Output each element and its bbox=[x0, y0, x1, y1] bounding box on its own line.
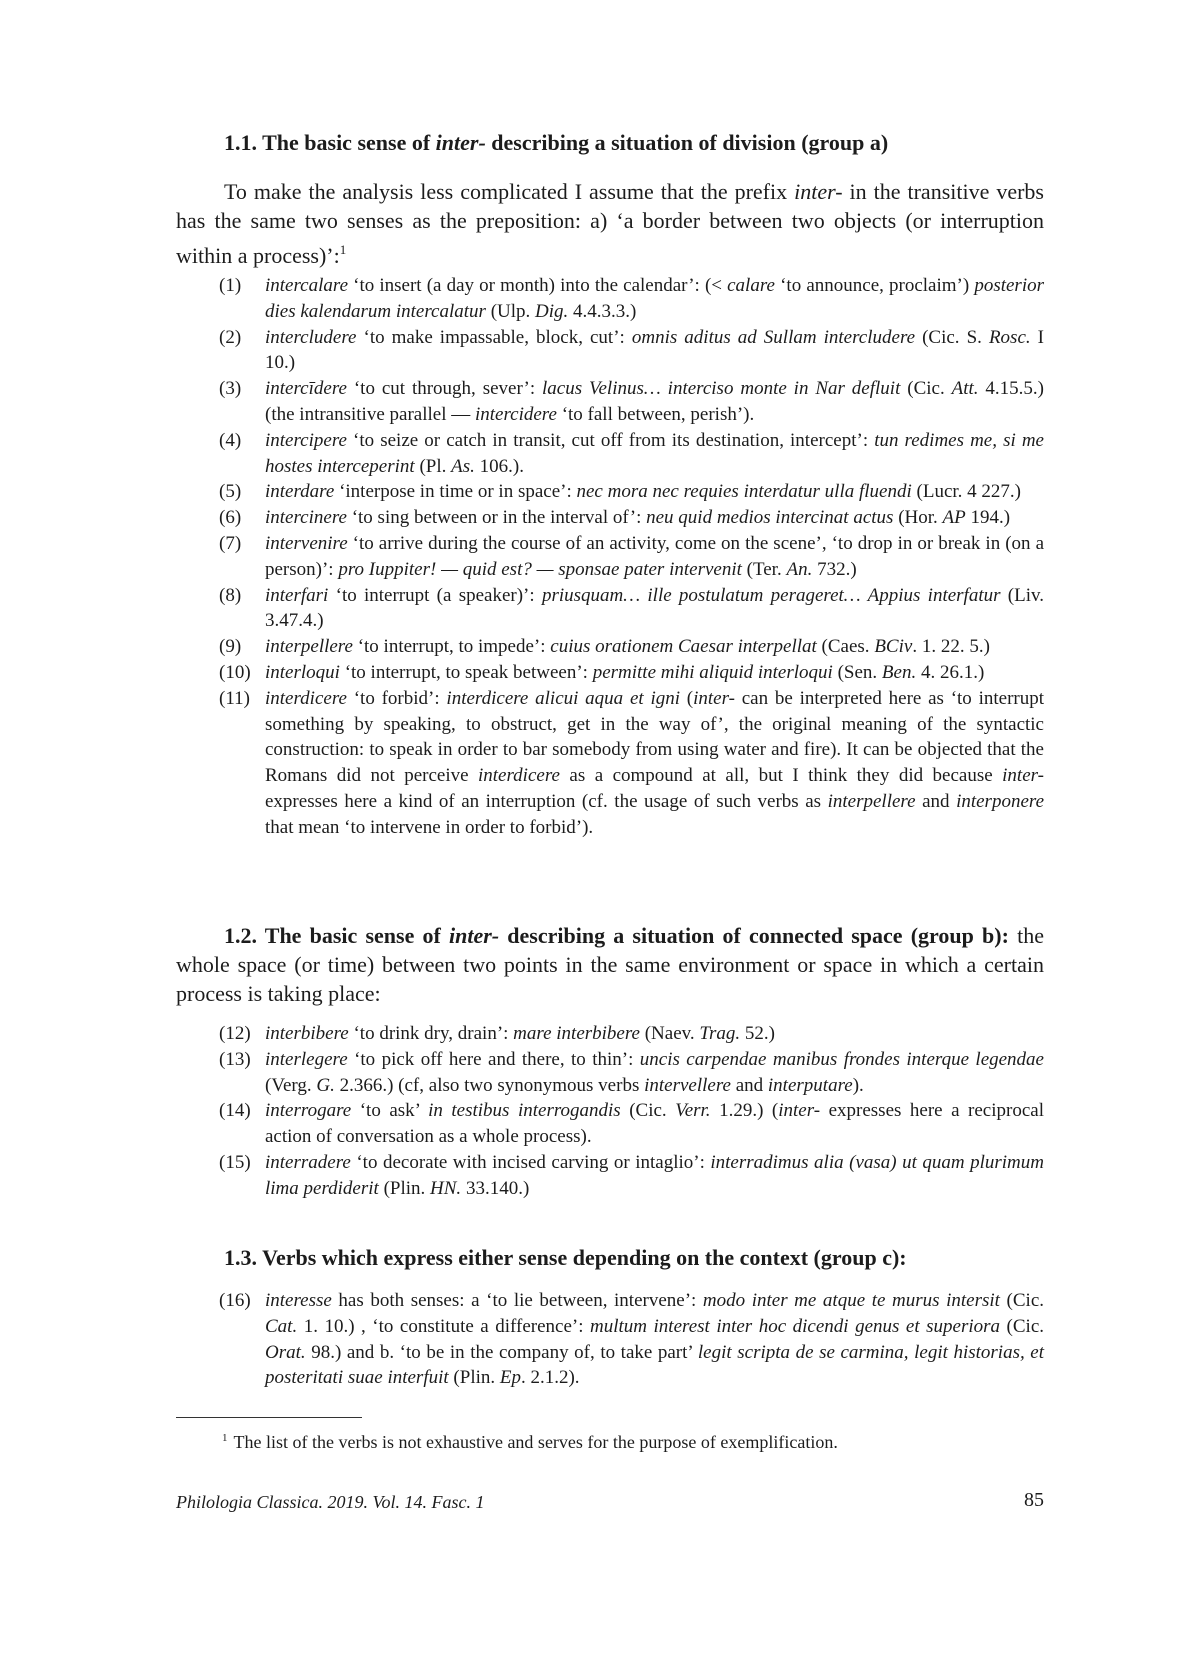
examples-list-group-b bbox=[219, 1021, 1044, 1202]
example-text: interdicere ‘to forbid’: interdicere alicui aqua et igni (inter- can be interpreted here as ‘to interrupt something by speaking, to obstruct, get in the way of’, the original meaning of the syntactic construction: to speak in order to bar somebody from using water and fire). It can be objected that the Romans did not perceive interdicere as a compound at all, but I think they did because inter- expresses here a kind of an interruption (cf. the usage of such verbs as interpellere and interponere that mean ‘to intervene in order to forbid’). bbox=[265, 687, 1045, 838]
example-text: interradere ‘to decorate with incised carving or intaglio’: interradimus alia (vasa) ut quam plurimum lima perdiderit (Plin. HN. 33.140.) bbox=[265, 1151, 1044, 1199]
example-text: intercalare ‘to insert (a day or month) into the calendar’: (< calare ‘to announce, proclaim’) posterior dies kalendarum intercalatur (Ulp. Dig. 4.4.3.3.) bbox=[265, 275, 1045, 322]
section-heading-1-1 bbox=[224, 128, 888, 157]
footnote-text: The list of the verbs is not exhaustive and serves for the purpose of exemplification. bbox=[233, 1432, 838, 1452]
example-item bbox=[219, 1288, 1044, 1391]
example-text: interfari ‘to interrupt (a speaker)’: priusquam… ille postulatum perageret… Appius interfatur (Liv. 3.47.4.) bbox=[265, 584, 1045, 632]
example-number: (7) bbox=[219, 532, 242, 554]
example-text: intervenire ‘to arrive during the course of an activity, come on the scene’, ‘to drop in or break in (on a person)’: pro Iuppiter! — quid est? — sponsae pater intervenit (Ter. An. 732.) bbox=[265, 532, 1044, 580]
example-item bbox=[219, 479, 1044, 505]
example-item bbox=[219, 634, 1044, 660]
section-heading-1-2: 1.2. The basic sense of inter- describing a situation of connected space (group b): the whole space (or time) between two points in the same environment or space in which a certain process is taking place: bbox=[176, 923, 1044, 1006]
example-item bbox=[219, 428, 1044, 480]
page-number: 85 bbox=[1024, 1489, 1044, 1511]
examples-list-group-c bbox=[219, 1288, 1044, 1391]
example-item bbox=[219, 1098, 1044, 1150]
example-number: (12) bbox=[219, 1023, 251, 1044]
example-text: interpellere ‘to interrupt, to impede’: cuius orationem Caesar interpellat (Caes. BCiv. 1. 22. 5.) bbox=[265, 636, 990, 658]
example-item bbox=[219, 660, 1044, 686]
example-number: (6) bbox=[219, 507, 242, 529]
example-text: interloqui ‘to interrupt, to speak between’: permitte mihi aliquid interloqui (Sen. Ben. 4. 26.1.) bbox=[265, 661, 985, 683]
example-text: intercipere ‘to seize or catch in transit, cut off from its destination, intercept’: tun redimes me, si me hostes interceperint (Pl. As. 106.). bbox=[265, 429, 1044, 477]
example-number: (13) bbox=[219, 1048, 251, 1070]
example-text: intercīdere ‘to cut through, sever’: lacus Velinus… interciso monte in Nar defluit (Cic. Att. 4.15.5.) (the intransitive parallel — intercidere ‘to fall between, perish’). bbox=[265, 378, 1045, 425]
running-footer-journal: Philologia Classica. 2019. Vol. 14. Fasc. 1 bbox=[176, 1492, 485, 1512]
example-text: interesse has both senses: a ‘to lie between, intervene’: modo inter me atque te murus intersit (Cic. Cat. 1. 10.) , ‘to constitute a difference’: multum interest inter hoc dicendi genus et superiora (Cic. Orat. 98.) and b. ‘to be in the company of, to take part’ legit scripta de se carmina, legit historias, et posteritati suae interfuit (Plin. Ep. 2.1.2). bbox=[265, 1290, 1044, 1389]
example-item bbox=[219, 531, 1044, 583]
heading-term: inter- bbox=[435, 130, 486, 155]
example-item bbox=[219, 1021, 1044, 1047]
example-number: (14) bbox=[219, 1100, 251, 1122]
heading-text: 1.1. The basic sense of bbox=[224, 130, 436, 155]
example-item bbox=[219, 1047, 1044, 1099]
example-number: (5) bbox=[219, 481, 242, 503]
example-number: (16) bbox=[219, 1290, 251, 1311]
example-number: (1) bbox=[219, 275, 242, 296]
example-item bbox=[219, 686, 1044, 841]
example-number: (10) bbox=[219, 661, 251, 683]
example-number: (9) bbox=[219, 636, 242, 658]
example-text: intercinere ‘to sing between or in the interval of’: neu quid medios intercinat actus (Hor. AP 194.) bbox=[265, 507, 1011, 529]
footnote-rule bbox=[176, 1417, 362, 1418]
example-number: (8) bbox=[219, 584, 242, 606]
examples-list-group-a bbox=[219, 273, 1044, 841]
example-number: (4) bbox=[219, 429, 242, 451]
example-text: interlegere ‘to pick off here and there, to thin’: uncis carpendae manibus frondes interque legendae (Verg. G. 2.366.) (cf, also two synonymous verbs intervellere and interputare). bbox=[265, 1048, 1044, 1096]
example-number: (2) bbox=[219, 326, 242, 348]
example-item bbox=[219, 325, 1044, 377]
footnote-mark: 1 bbox=[222, 1432, 228, 1444]
heading-text: describing a situation of division (group a) bbox=[485, 130, 889, 155]
section-heading-1-3: 1.3. Verbs which express either sense depending on the context (group c): bbox=[224, 1245, 907, 1270]
example-text: intercludere ‘to make impassable, block, cut’: omnis aditus ad Sullam intercludere (Cic. S. Rosc. I 10.) bbox=[265, 326, 1045, 374]
example-text: interrogare ‘to ask’ in testibus interrogandis (Cic. Verr. 1.29.) (inter- expresses here a reciprocal action of conversation as a whole process). bbox=[265, 1100, 1044, 1148]
example-number: (3) bbox=[219, 378, 242, 400]
example-text: interdare ‘interpose in time or in space’: nec mora nec requies interdatur ulla fluendi (Lucr. 4 227.) bbox=[265, 481, 1021, 503]
example-item bbox=[219, 1150, 1044, 1202]
example-item bbox=[219, 505, 1044, 531]
footnote-reference[interactable]: 1 bbox=[339, 242, 347, 257]
example-number: (15) bbox=[219, 1151, 251, 1173]
example-item bbox=[219, 376, 1044, 428]
intro-paragraph: To make the analysis less complicated I assume that the prefix inter- in the transitive verbs has the same two senses as the preposition: a) ‘a border between two objects (or interruption within a process)’:$^1$ bbox=[176, 179, 1044, 268]
example-text: interbibere ‘to drink dry, drain’: mare interbibere (Naev. Trag. 52.) bbox=[265, 1023, 775, 1044]
example-item bbox=[219, 273, 1044, 325]
page bbox=[176, 0, 1044, 1655]
example-item bbox=[219, 583, 1044, 635]
example-number: (11) bbox=[219, 687, 250, 709]
footnote bbox=[222, 1426, 838, 1454]
